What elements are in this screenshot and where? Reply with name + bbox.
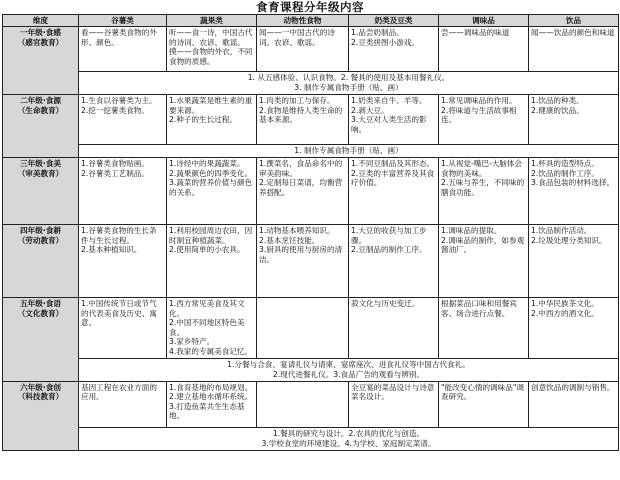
vegetables-fruits-cell: 1.食育基地的布局规划。 2.建立基地水循环系统。 3.打造鱼菜共生生态基地。 [167, 381, 257, 427]
table-row [3, 95, 619, 145]
table-body [3, 27, 619, 451]
animal-foods-cell: 1.肉类的加工与保存。 2.食物是维持人类生命的基本来源。 [257, 95, 349, 145]
drinks-cell: 1.杯具的造型特点。 2.饮品的制作工序。 3.食品包装的材料选择。 [529, 158, 619, 225]
dairy-beans-cell: 1.奶类来自牛、羊等。 2.剥大豆。 3.大豆对人类生活的影响。 [349, 95, 439, 145]
common-content [79, 427, 619, 450]
header-animal-foods: 动物性食物 [257, 15, 349, 27]
animal-foods-cell: 闻——一中国古代的诗词、农谚、歌谣。 [257, 27, 349, 72]
grade-label: 一年级·食感 （感官教育） [3, 27, 79, 95]
animal-foods-cell: 1.撰菜名，食品命名中的审美韵味。 2.定制每日菜谱，均衡营养搭配。 [257, 158, 349, 225]
drinks-cell: 创意饮品的调制与销售。 [529, 381, 619, 427]
animal-foods-cell: 1.动物基本喂养知识。 2.基本烹饪技能。 3.厨具的使用与厨房的清洁。 [257, 225, 349, 298]
animal-foods-cell [257, 298, 349, 359]
common-row [3, 145, 619, 158]
dairy-beans-cell: 菽文化与历史变迁。 [349, 298, 439, 359]
common-line: 3.学校食堂的环境建设。4.为学校、家庭制定菜谱。 [261, 438, 436, 448]
page-title: 食育课程分年级内容 [256, 0, 364, 14]
condiments-cell: 尝——调味品的味道 [439, 27, 529, 72]
grade-label: 三年级·食美 （审美教育） [3, 158, 79, 225]
vegetables-fruits-cell: 1.利用校园周边农田，因时制宜种植蔬菜。 2.使用简单的小农具。 [167, 225, 257, 298]
common-row [3, 358, 619, 381]
table-row [3, 381, 619, 427]
common-content [79, 72, 619, 95]
dairy-beans-cell: 全豆宴的菜品设计与诗意菜名设计。 [349, 381, 439, 427]
header-row [3, 15, 619, 27]
common-line: 1. 从五感体验、认识食物。2. 餐具的使用及基本用餐礼仪。 [247, 73, 450, 82]
header-drinks: 饮品 [529, 15, 619, 27]
table-row [3, 27, 619, 72]
grade-label: 二年级·食源 （生命教育） [3, 95, 79, 158]
header-condiments: 调味品 [439, 15, 529, 27]
dairy-beans-cell: 1.品尝奶制品。 2.豆类拼图小游戏。 [349, 27, 439, 72]
common-line: 1.餐具的研究与设计。2.农具的优化与创造。 [272, 428, 425, 438]
grains-cell: 看——谷薯类食物的外形、颜色。 [79, 27, 167, 72]
common-content [79, 358, 619, 381]
condiments-cell: "能改变心情的调味品"调查研究。 [439, 381, 529, 427]
grade-label: 五年级·食语 （文化教育） [3, 298, 79, 382]
drinks-cell: 1.中华民族茶文化。 2.中西方的酒文化。 [529, 298, 619, 359]
common-line: 1.分餐与合食、宴请礼仪与请柬、宴席座次、进食礼仪等中国古代食礼。 [227, 359, 470, 369]
vegetables-fruits-cell: 1.西方常见美食及其文化。 2.中国不同地区特色美食。 3.家乡特产。 4.我家的专属美食记忆。 [167, 298, 257, 359]
header-grains: 谷薯类 [79, 15, 167, 27]
vegetables-fruits-cell: 1.诗经中的果蔬蔬菜。 2.蔬果颜色的四季变化。 3.蔬菜的营养价值与颜色的关系。 [167, 158, 257, 225]
grains-cell: 1.谷薯类食物贴画。 2.谷薯类工艺制品。 [79, 158, 167, 225]
common-line: 3. 制作专属食物手册（贴、画） [294, 83, 403, 92]
condiments-cell: 1.从视觉-嘴巴-大脑体会食物的美味。 2.五味与养生，不同味的膳食功能。 [439, 158, 529, 225]
header-dimension: 维度 [3, 15, 79, 27]
header-dairy-beans: 奶类及豆类 [349, 15, 439, 27]
condiments-cell: 1.调味品的提取。 2.调味品的制作，如参观酱油厂。 [439, 225, 529, 298]
header-vegetables-fruits: 蔬果类 [167, 15, 257, 27]
vegetables-fruits-cell: 1.水果蔬菜是维生素的重要来源。 2.种子的生长过程。 [167, 95, 257, 145]
grade-label: 四年级·食耕 （劳动教育） [3, 225, 79, 298]
table-row [3, 225, 619, 298]
common-row [3, 427, 619, 450]
drinks-cell: 闻——饮品的颜色和味道 [529, 27, 619, 72]
grains-cell: 1.谷薯类食物的生长条件与生长过程。 2.基本种植知识。 [79, 225, 167, 298]
condiments-cell: 1.常见调味品的作用。 2.将味道与生活故事相连。 [439, 95, 529, 145]
animal-foods-cell [257, 381, 349, 427]
grains-cell: 1.生食以谷薯类为主。 2.挖一挖薯类食物。 [79, 95, 167, 145]
table-row [3, 298, 619, 359]
grade-label: 六年级·食创 （科技教育） [3, 381, 79, 450]
grains-cell: 基因工程在农业方面的应用。 [79, 381, 167, 427]
vegetables-fruits-cell: 听——食一诗，中国古代的诗词、农谚、歌谣。 摸——食物的外衣，不同食物的质感。 [167, 27, 257, 72]
drinks-cell: 1.饮品的种类。 2.健康的饮品。 [529, 95, 619, 145]
common-line: 1. 制作专属食物手册（贴、画） [294, 146, 403, 155]
table-row [3, 158, 619, 225]
common-line: 2.现代进餐礼仪。3.食品广告的观看与辨别。 [272, 369, 425, 379]
drinks-cell: 1.饮品制作活动。 2.垃圾处理分类知识。 [529, 225, 619, 298]
curriculum-table [2, 14, 619, 451]
dairy-beans-cell: 1.不同豆制品及其形态。 2.豆类的丰富营养及其食疗价值。 [349, 158, 439, 225]
condiments-cell: 根据菜品口味和用餐宾客、场合进行点餐。 [439, 298, 529, 359]
dairy-beans-cell: 1.大豆的收获与加工步骤。 2.豆制品的制作工序。 [349, 225, 439, 298]
common-row [3, 72, 619, 95]
common-content [79, 145, 619, 158]
grains-cell: 1.中国传统节日或节气的代表美食及历史、寓意。 [79, 298, 167, 359]
